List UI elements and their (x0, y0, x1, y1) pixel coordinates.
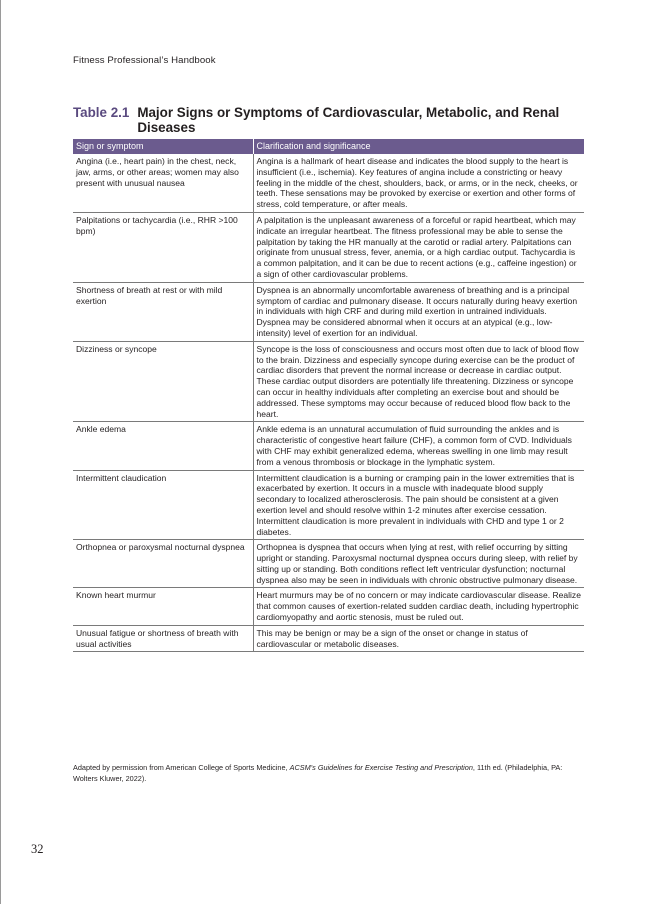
header-sign: Sign or symptom (73, 139, 253, 154)
clarification-cell: This may be benign or may be a sign of the onset or change in status of cardiovascular or metabolic diseases. (253, 625, 584, 652)
sign-cell: Orthopnea or paroxysmal nocturnal dyspnea (73, 540, 253, 588)
clarification-cell: Heart murmurs may be of no concern or may indicate cardiovascular disease. Realize that common causes of exertion-related sudden cardiac death, including hypertrophic cardiomyopathy and aortic stenosis, must be ruled out. (253, 588, 584, 625)
source-book-title: ACSM’s Guidelines for Exercise Testing and Prescription (289, 763, 473, 772)
clarification-cell: Orthopnea is dyspnea that occurs when lying at rest, with relief occurring by sitting upright or standing. Paroxysmal nocturnal dyspnea occurs during sleep, with relief by sitting up or standing. Both conditions reflect left ventricular dysfunction; nocturnal dyspnea also may be seen in individuals with chronic obstructive pulmonary disease. (253, 540, 584, 588)
sign-cell: Dizziness or syncope (73, 341, 253, 422)
table-row (73, 470, 584, 540)
sign-cell: Intermittent claudication (73, 470, 253, 540)
header-clarification: Clarification and significance (253, 139, 584, 154)
clarification-cell: Dyspnea is an abnormally uncomfortable awareness of breathing and is a principal symptom of cardiac and pulmonary disease. It occurs naturally during heavy exertion in individuals with high CRF and during mild exertion in untrained individuals. Dyspnea may be considered abnormal when it occurs at an atypical (e.g., low-intensity) level of exertion for an individual. (253, 282, 584, 341)
table-body (73, 154, 584, 652)
table-title-text: Major Signs or Symptoms of Cardiovascular, Metabolic, and Renal Diseases (137, 105, 560, 135)
table-row (73, 625, 584, 652)
table-row (73, 422, 584, 470)
sign-cell: Shortness of breath at rest or with mild exertion (73, 282, 253, 341)
source-suffix: , 11th ed. (Philadelphia, PA: Wolters Kluwer, 2022). (73, 763, 563, 783)
sign-cell: Palpitations or tachycardia (i.e., RHR >100 bpm) (73, 212, 253, 282)
sign-cell: Ankle edema (73, 422, 253, 470)
table-row (73, 540, 584, 588)
symptoms-table (73, 139, 584, 652)
sign-cell: Angina (i.e., heart pain) in the chest, neck, jaw, arms, or other areas; women may also present with unusual nausea (73, 154, 253, 212)
source-prefix: Adapted by permission from American College of Sports Medicine, (73, 763, 290, 772)
table-number: Table 2.1 (73, 105, 130, 120)
page-number: 32 (31, 842, 44, 856)
table-row (73, 282, 584, 341)
running-head: Fitness Professional’s Handbook (73, 55, 216, 66)
clarification-cell: Ankle edema is an unnatural accumulation of fluid surrounding the ankles and is characteristic of congestive heart failure (CHF), a common form of CVD. Individuals with CHF may exhibit generalized edema, whereas swelling in one limb may result from a venous thrombosis or blockage in the lymphatic system. (253, 422, 584, 470)
table-header-row (73, 139, 584, 154)
clarification-cell: A palpitation is the unpleasant awareness of a forceful or rapid heartbeat, which may indicate an irregular heartbeat. The fitness professional may be able to sense the palpitation by taking the HR manually at the carotid or radial artery. Palpitations can originate from unusual stress, fever, anemia, or a high cardiac output. Tachycardia is a common palpitation, and it can be due to recent actions (e.g., caffeine ingestion) or a sign of other cardiovascular problems. (253, 212, 584, 282)
sign-cell: Known heart murmur (73, 588, 253, 625)
clarification-cell: Syncope is the loss of consciousness and occurs most often due to lack of blood flow to the brain. Dizziness and especially syncope during exercise can be the product of cardiac disorders that prevent the normal increase or decrease in cardiac output. These cardiac output disorders are potentially life threatening. Dizziness or syncope can occur in healthy individuals after completing an exercise bout and should be addressed. These symptoms may occur because of reduced blood flow back to the heart. (253, 341, 584, 422)
table-row (73, 212, 584, 282)
clarification-cell: Intermittent claudication is a burning or cramping pain in the lower extremities that is exacerbated by exertion. It occurs in a muscle with inadequate blood supply secondary to localized atherosclerosis. The pain should be consistent at a given exertion level and should resolve within 1-2 minutes after exercise cessation. Intermittent claudication is more prevalent in individuals with CHD and type 1 or 2 diabetes. (253, 470, 584, 540)
table-row (73, 341, 584, 422)
table-title (73, 105, 593, 135)
table-row (73, 588, 584, 625)
table-source-note (73, 763, 588, 784)
table-row (73, 154, 584, 212)
sign-cell: Unusual fatigue or shortness of breath with usual activities (73, 625, 253, 652)
clarification-cell: Angina is a hallmark of heart disease and indicates the blood supply to the heart is insufficient (i.e., ischemia). Key features of angina include a constricting or heavy feeling in the middle of the chest, shoulders, back, or arms, or in the neck, cheeks, or teeth. These sensations may be provoked by exercise or exertion and other forms of stress, cold temperature, or after meals. (253, 154, 584, 212)
